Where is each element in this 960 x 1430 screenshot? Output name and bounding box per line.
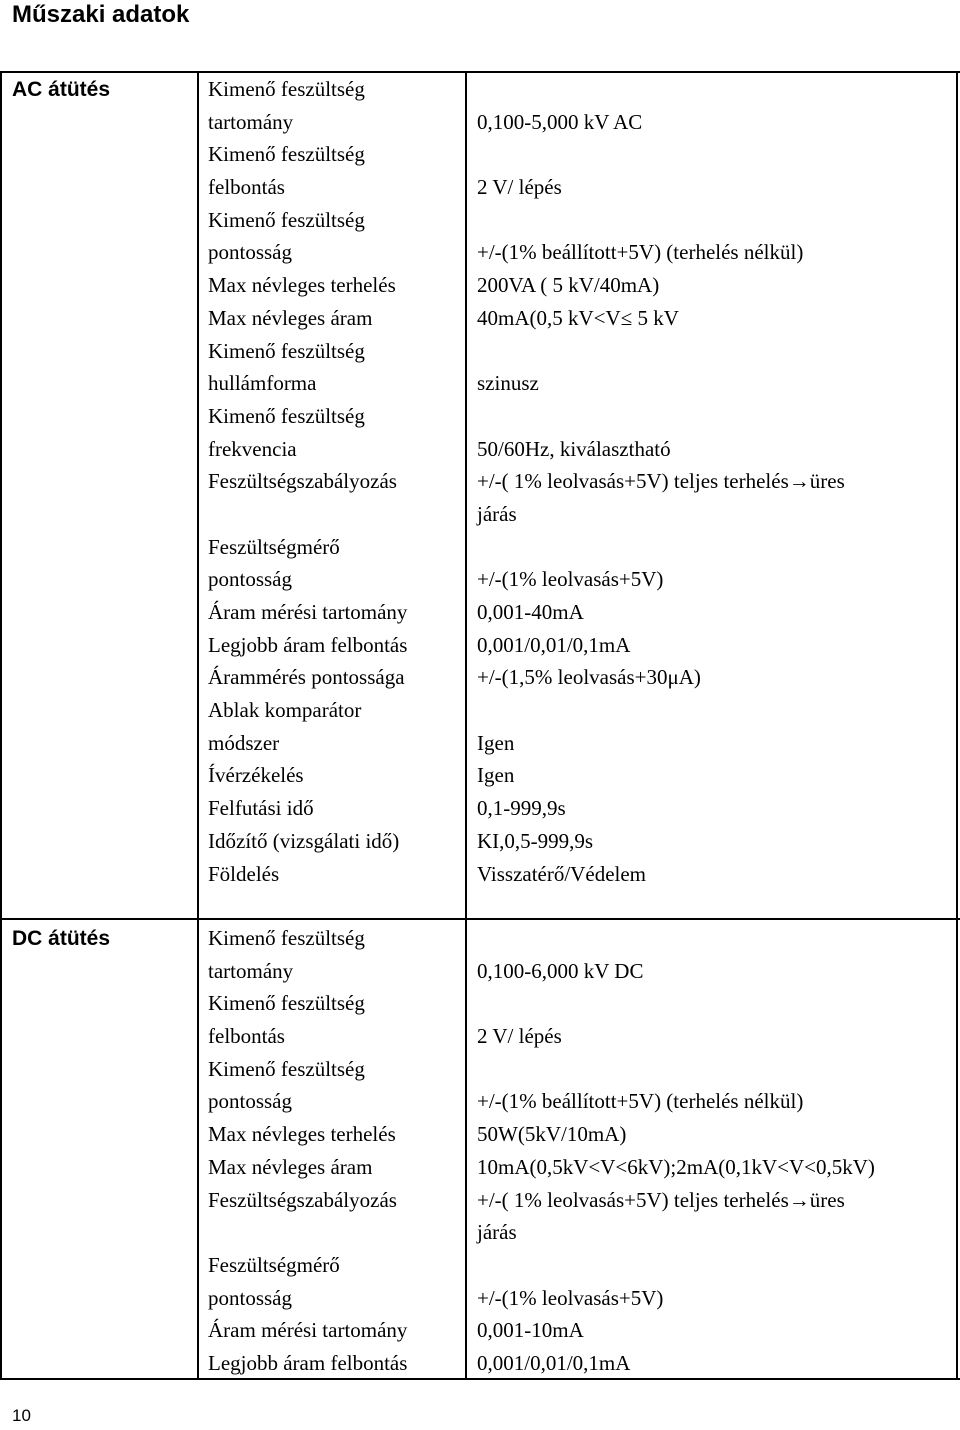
ac-param: Max névleges terhelés (208, 273, 396, 298)
dc-param: pontosság (208, 1285, 292, 1310)
ac-value: Visszatérő/Védelem (477, 861, 647, 886)
dc-param (208, 1216, 407, 1249)
dc-param: tartomány (208, 958, 294, 983)
dc-param: Legjobb áram felbontás (208, 1350, 408, 1375)
dc-param: Max névleges áram (208, 1154, 373, 1179)
dc-param: Kimenő feszültség (208, 926, 365, 950)
ac-param: pontosság (208, 567, 292, 592)
ac-value (477, 335, 845, 368)
ac-value: +/-(1% leolvasás+5V) (477, 567, 664, 592)
ac-value: +/-( 1% leolvasás+5V) teljes terhelés→üres (477, 469, 845, 494)
ac-value: 40mA(0,5 kV<V≤ 5 kV (477, 305, 679, 330)
ac-value: 0,001/0,01/0,1mA (477, 632, 631, 657)
dc-value: +/-( 1% leolvasás+5V) teljes terhelés→üres (477, 1187, 845, 1212)
ac-param: Árammérés pontossága (208, 665, 405, 690)
ac-param: módszer (208, 730, 280, 755)
ac-param (208, 498, 407, 531)
dc-param: Kimenő feszültség (208, 1056, 365, 1081)
dc-param: Áram mérési tartomány (208, 1318, 408, 1343)
ac-param: Ívérzékelés (208, 763, 304, 788)
dc-param: Kimenő feszültség (208, 991, 365, 1016)
spec-table (0, 71, 960, 1380)
ac-value-column (477, 73, 845, 890)
dc-value: 0,001-10mA (477, 1318, 584, 1343)
dc-value: járás (477, 1220, 517, 1245)
ac-value (477, 138, 845, 171)
table-border-right (956, 71, 958, 1380)
ac-value: 2 V/ lépés (477, 175, 562, 200)
ac-param: Ablak komparátor (208, 698, 362, 723)
ac-param: Kimenő feszültség (208, 77, 365, 101)
ac-value (477, 694, 845, 727)
ac-param: Kimenő feszültség (208, 338, 365, 363)
column-divider (465, 71, 467, 1380)
ac-param: Földelés (208, 861, 280, 886)
dc-value: +/-(1% leolvasás+5V) (477, 1285, 664, 1310)
ac-value: 200VA ( 5 kV/40mA) (477, 273, 660, 298)
ac-param: Legjobb áram felbontás (208, 632, 408, 657)
ac-value: járás (477, 501, 517, 526)
ac-value: 0,001-40mA (477, 600, 584, 624)
dc-value (477, 987, 875, 1020)
table-border-left (0, 71, 2, 1380)
ac-value: KI,0,5-999,9s (477, 828, 594, 853)
page-number: 10 (12, 1406, 31, 1425)
ac-param: hullámforma (208, 371, 317, 396)
ac-param: Max névleges áram (208, 305, 373, 330)
ac-value: Igen (477, 763, 515, 788)
dc-param: Max névleges terhelés (208, 1122, 396, 1147)
ac-param: Felfutási idő (208, 796, 314, 821)
dc-value (477, 1249, 875, 1282)
ac-param: Időzítő (vizsgálati idő) (208, 828, 400, 853)
ac-param: Áram mérési tartomány (208, 600, 408, 624)
ac-value: +/-(1,5% leolvasás+30μA) (477, 665, 701, 690)
dc-value-column (477, 922, 875, 1380)
ac-param: pontosság (208, 240, 292, 265)
ac-value: 50/60Hz, kiválasztható (477, 436, 671, 461)
page-title: Műszaki adatok (12, 1, 190, 28)
section-label-dc: DC átütés (12, 927, 111, 950)
dc-value: 10mA(0,5kV<V<6kV);2mA(0,1kV<V<0,5kV) (477, 1154, 875, 1179)
ac-param: Kimenő feszültség (208, 207, 365, 232)
column-divider (197, 71, 199, 1380)
dc-param: pontosság (208, 1089, 292, 1114)
ac-value: +/-(1% beállított+5V) (terhelés nélkül) (477, 240, 804, 265)
ac-param: Feszültségszabályozás (208, 469, 397, 494)
dc-param: felbontás (208, 1024, 285, 1049)
section-label-ac: AC átütés (12, 78, 111, 101)
ac-parameter-column (208, 73, 407, 890)
ac-param: Kimenő feszültség (208, 142, 365, 167)
dc-parameter-column (208, 922, 407, 1380)
dc-value: +/-(1% beállított+5V) (terhelés nélkül) (477, 1089, 804, 1114)
ac-value (477, 73, 845, 106)
dc-value: 0,001/0,01/0,1mA (477, 1350, 631, 1375)
ac-param: felbontás (208, 175, 285, 200)
ac-value: szinusz (477, 371, 539, 396)
ac-value (477, 204, 845, 237)
ac-value: 0,100-5,000 kV AC (477, 109, 643, 134)
ac-param: tartomány (208, 109, 294, 134)
ac-param: frekvencia (208, 436, 297, 461)
ac-value (477, 531, 845, 564)
dc-value (477, 922, 875, 955)
dc-value: 2 V/ lépés (477, 1024, 562, 1049)
dc-value (477, 1053, 875, 1086)
dc-value: 0,100-6,000 kV DC (477, 958, 644, 983)
dc-param: Feszültségszabályozás (208, 1187, 397, 1212)
dc-param: Feszültségmérő (208, 1252, 340, 1277)
ac-value (477, 400, 845, 433)
dc-value: 50W(5kV/10mA) (477, 1122, 627, 1147)
ac-value: 0,1-999,9s (477, 796, 566, 821)
ac-value: Igen (477, 730, 515, 755)
ac-param: Feszültségmérő (208, 534, 340, 559)
row-divider (0, 918, 960, 920)
ac-param: Kimenő feszültség (208, 403, 365, 428)
